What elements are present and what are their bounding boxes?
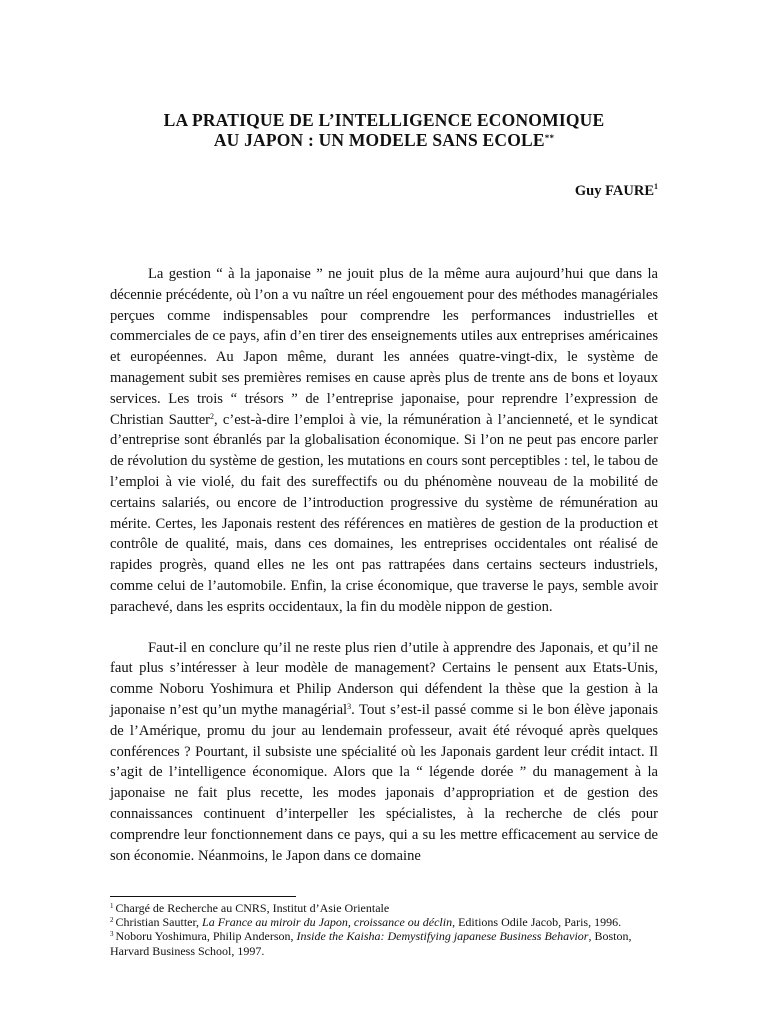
author-name <box>575 183 658 200</box>
footnote-number: 1 <box>110 902 114 910</box>
footnote-separator <box>110 896 296 897</box>
footnote-text: Chargé de Recherche au CNRS, Institut d’Asie Orientale <box>115 901 390 915</box>
footnote-number: 2 <box>110 916 114 925</box>
title-line-1: LA PRATIQUE DE L’INTELLIGENCE ECONOMIQUE <box>163 110 605 130</box>
footnote-2 <box>110 915 658 929</box>
paragraph-1-part-2: , c’est-à-dire l’emploi à vie, la rémunération à l’ancienneté, et le syndicat d’entreprise sont ébranlés par la globalisation économique. Si l’on ne peut pas encore parler de révolution du système de gestion, les mutations en cours sont perceptibles : tel, le tabou de l’emploi à vie violé, du fait des sureffectifs ou du phénomène nouveau de la mobilité de certains salariés, ou encore de l’introduction progressive du système de rémunération au mérite. Certes, les Japonais restent des références en matières de gestion de la production et contrôle de qualité, mais, dans ces domaines, les entreprises occidentales ont réalisé de rapides progrès, quand elles ne les ont pas rattrapées dans certains secteurs industriels, comme celui de l’automobile. Enfin, la crise économique, que traverse le pays, semble avoir parachevé, dans les esprits occidentaux, la fin du modèle nippon de gestion. <box>110 411 658 615</box>
body-text <box>110 264 658 866</box>
title-line-2 <box>110 130 658 150</box>
author-name-text: Guy FAURE <box>574 183 654 199</box>
footnote-ref-3: 3 <box>347 701 352 711</box>
paragraph-1-part-1: La gestion “ à la japonaise ” ne jouit plus de la même aura aujourd’hui que dans la décennie précédente, où l’on a vu naître un réel engouement pour des méthodes managériales perçues comme indispensables pour comprendre les performances industrielles et commerciales de ce pays, afin d’en tirer des enseignements utiles aux entreprises américaines et européennes. Au Japon même, durant les années quatre-vingt-dix, le système de management subit ses premières remises en cause après plus de trente ans de bons et loyaux services. Les trois “ trésors ” de l’entreprise japonaise, pour reprendre l’expression de Christian Sautter <box>110 266 658 428</box>
paragraph-2-part-1: Faut-il en conclure qu’il ne reste plus rien d’utile à apprendre des Japonais, et qu’il ne faut plus s’intéresser à leur modèle de management? Certains le pensent aux Etats-Unis, comme Noboru Yoshimura et Philip Anderson qui défendent la thèse que la gestion à la japonaise n’est qu’un mythe managérial <box>110 639 658 718</box>
paragraph-2 <box>110 638 658 867</box>
paragraph-1 <box>110 264 658 618</box>
footnote-1 <box>110 901 658 915</box>
footnote-text: Christian Sautter, <box>115 915 203 930</box>
footnote-publisher: , Boston, Harvard Business School, 1997. <box>110 929 632 958</box>
paragraph-2-part-2: . Tout s’est-il passé comme si le bon élève japonais de l’Amérique, promu du jour au lendemain professeur, avait été révoqué après quelques conférences ? Pourtant, il subsiste une spécialité où les Japonais gardent leur crédit intact. Il s’agit de l’intelligence économique. Alors que la “ légende dorée ” du management à la japonaise ne fait plus recette, les modes japonais d’appropriation et de gestion des connaissances continuent d’interpeller les spécialistes, à la recherche de clés pour comprendre leur fonctionnement dans ce pays, qui a su les mettre efficacement au service de son économie. Néanmoins, le Japon dans ce domaine <box>110 701 659 864</box>
footnote-text: Noboru Yoshimura, Philip Anderson, <box>115 929 297 944</box>
footnote-book-title: La France au miroir du Japon, croissance ou déclin <box>202 915 453 930</box>
footnote-book-title: Inside the Kaisha: Demystifying japanese Business Behavior <box>296 929 589 944</box>
title-line-2-text: AU JAPON : UN MODELE SANS ECOLE <box>213 130 545 150</box>
footnote-ref-2: 2 <box>210 411 215 421</box>
footnote-number: 3 <box>110 930 114 939</box>
document-title <box>110 110 658 150</box>
author-footnote-ref: 1 <box>654 182 658 191</box>
footnote-publisher: , Editions Odile Jacob, Paris, 1996. <box>452 915 622 930</box>
title-footnote-mark: ** <box>544 133 555 143</box>
footnotes <box>110 901 658 958</box>
footnote-3 <box>110 929 658 957</box>
